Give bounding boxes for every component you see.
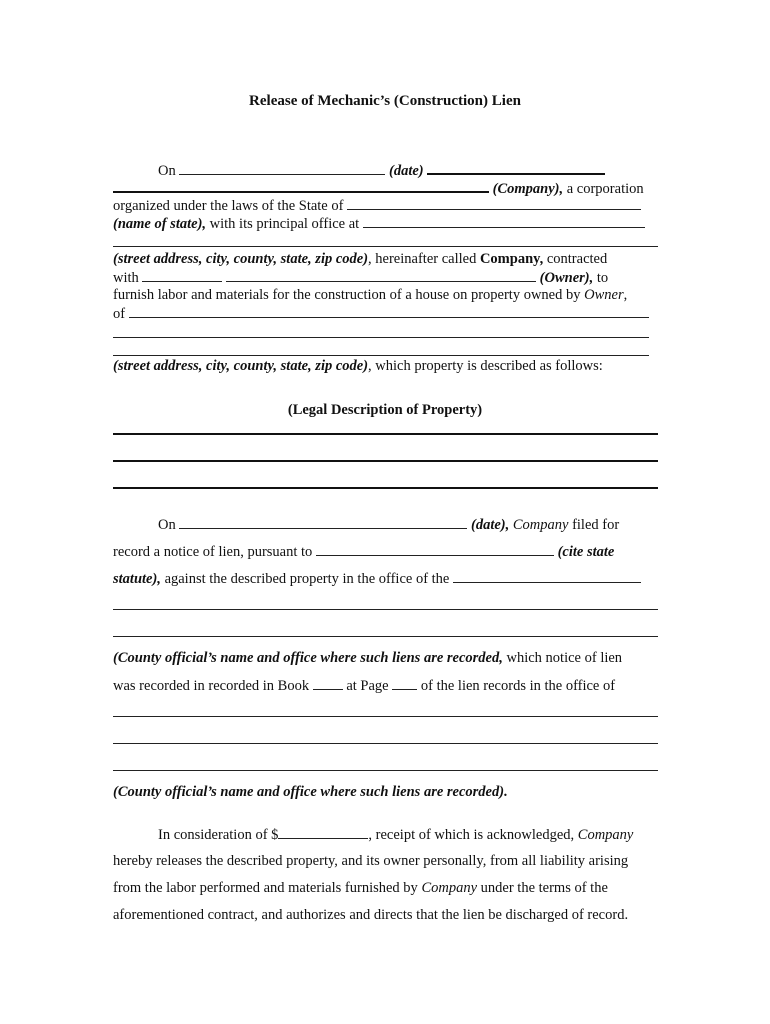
p2-line-3 (113, 569, 658, 588)
receipt-text: , receipt of which is acknowledged, (368, 827, 575, 843)
p1-line-9 (113, 304, 658, 323)
street-address-label-2: (street address, city, county, state, zip code) (113, 358, 369, 374)
against-text: against the described property in the office of the (164, 571, 450, 587)
address-blank-1[interactable] (113, 246, 658, 247)
p1-line-7 (113, 268, 658, 287)
property-blank-2[interactable] (113, 337, 649, 338)
county-official-label-end: (County official’s name and office where such liens are recorded). (113, 784, 508, 800)
aforementioned-text: aforementioned contract, and authorizes and directs that the lien be discharged of record. (113, 907, 629, 923)
to-text: to (596, 270, 609, 286)
company-label: (Company), (492, 181, 564, 197)
p1-line-12 (113, 357, 658, 375)
cite-state-label: (cite state (557, 544, 615, 560)
statute-label: statute), (113, 571, 161, 587)
which-notice-text: which notice of lien (506, 650, 623, 666)
described-text: , which property is described as follows: (368, 358, 603, 374)
comma-text: , (623, 287, 628, 303)
filed-date-blank[interactable] (179, 515, 467, 529)
legal-description-heading: (Legal Description of Property) (287, 402, 483, 418)
county-official-label: (County official’s name and office where such liens are recorded, (113, 650, 503, 666)
p4-line-1 (113, 825, 703, 844)
consideration-text: In consideration of $ (158, 827, 279, 843)
filed-date-label: (date), (470, 517, 510, 533)
at-page-text: at Page (346, 678, 389, 694)
from-labor-text: from the labor performed and materials furnished by (113, 880, 418, 896)
record-notice-text: record a notice of lien, pursuant to (113, 544, 313, 560)
legal-blank-3[interactable] (113, 487, 658, 489)
company-blank[interactable] (113, 178, 489, 193)
state-blank[interactable] (347, 196, 641, 210)
p4-line-2 (113, 852, 658, 870)
p1-line-6 (113, 250, 658, 268)
owner-label: (Owner), (539, 270, 594, 286)
p4-line-4 (113, 906, 658, 924)
corporation-text: a corporation (566, 181, 644, 197)
filed-for-text: filed for (572, 517, 620, 533)
amount-blank[interactable] (278, 825, 368, 839)
company-italic-3: Company (421, 880, 478, 896)
principal-office-text: with its principal office at (209, 216, 360, 232)
owner-word: Owner (584, 287, 624, 303)
p1-line-1 (113, 160, 703, 180)
hereinafter-text: , hereinafter called (368, 251, 477, 267)
principal-office-blank[interactable] (363, 214, 645, 228)
p4-line-3 (113, 879, 658, 897)
hereby-text: hereby releases the described property, and its owner personally, from all liability arising (113, 853, 629, 869)
owner-blank-2[interactable] (226, 268, 536, 282)
company-italic: Company (512, 517, 569, 533)
p1-line-4 (113, 214, 658, 233)
document-title: Release of Mechanic’s (Construction) Lien (249, 93, 521, 109)
records-office-blank-1[interactable] (113, 716, 658, 717)
was-recorded-text: was recorded in recorded in Book (113, 678, 310, 694)
furnish-text: furnish labor and materials for the construction of a house on property owned by (113, 287, 581, 303)
property-blank-3[interactable] (113, 355, 649, 356)
statute-blank[interactable] (316, 542, 554, 556)
name-of-state-label: (name of state), (113, 216, 207, 232)
company-italic-2: Company (577, 827, 634, 843)
p1-line-2 (113, 178, 658, 198)
on-text: On (158, 163, 176, 179)
book-blank[interactable] (313, 676, 343, 690)
date-label: (date) (388, 163, 424, 179)
office-blank[interactable] (453, 569, 641, 583)
p1-line-3 (113, 196, 658, 215)
p2-line-2 (113, 542, 658, 561)
legal-blank-2[interactable] (113, 460, 658, 462)
office-blank-3[interactable] (113, 636, 658, 637)
on-text-2: On (158, 517, 176, 533)
p1-line-8 (113, 286, 658, 304)
of-text: of (113, 306, 126, 322)
p3-line-end (113, 783, 658, 801)
contracted-text: contracted (546, 251, 608, 267)
p3-line-2 (113, 676, 658, 695)
lien-records-text: of the lien records in the office of (420, 678, 616, 694)
p3-line-1 (113, 649, 658, 667)
office-blank-2[interactable] (113, 609, 658, 610)
property-blank-1[interactable] (129, 304, 649, 318)
under-terms-text: under the terms of the (480, 880, 608, 896)
records-office-blank-2[interactable] (113, 743, 658, 744)
date-blank-2[interactable] (427, 160, 605, 175)
with-text: with (113, 270, 139, 286)
p2-line-1 (113, 515, 703, 534)
owner-blank-1[interactable] (142, 268, 222, 282)
company-bold-text: Company, (479, 251, 544, 267)
street-address-label: (street address, city, county, state, zip code) (113, 251, 369, 267)
page-blank[interactable] (392, 676, 417, 690)
organized-text: organized under the laws of the State of (113, 198, 344, 214)
records-office-blank-3[interactable] (113, 770, 658, 771)
date-blank-1[interactable] (179, 161, 385, 175)
legal-blank-1[interactable] (113, 433, 658, 435)
